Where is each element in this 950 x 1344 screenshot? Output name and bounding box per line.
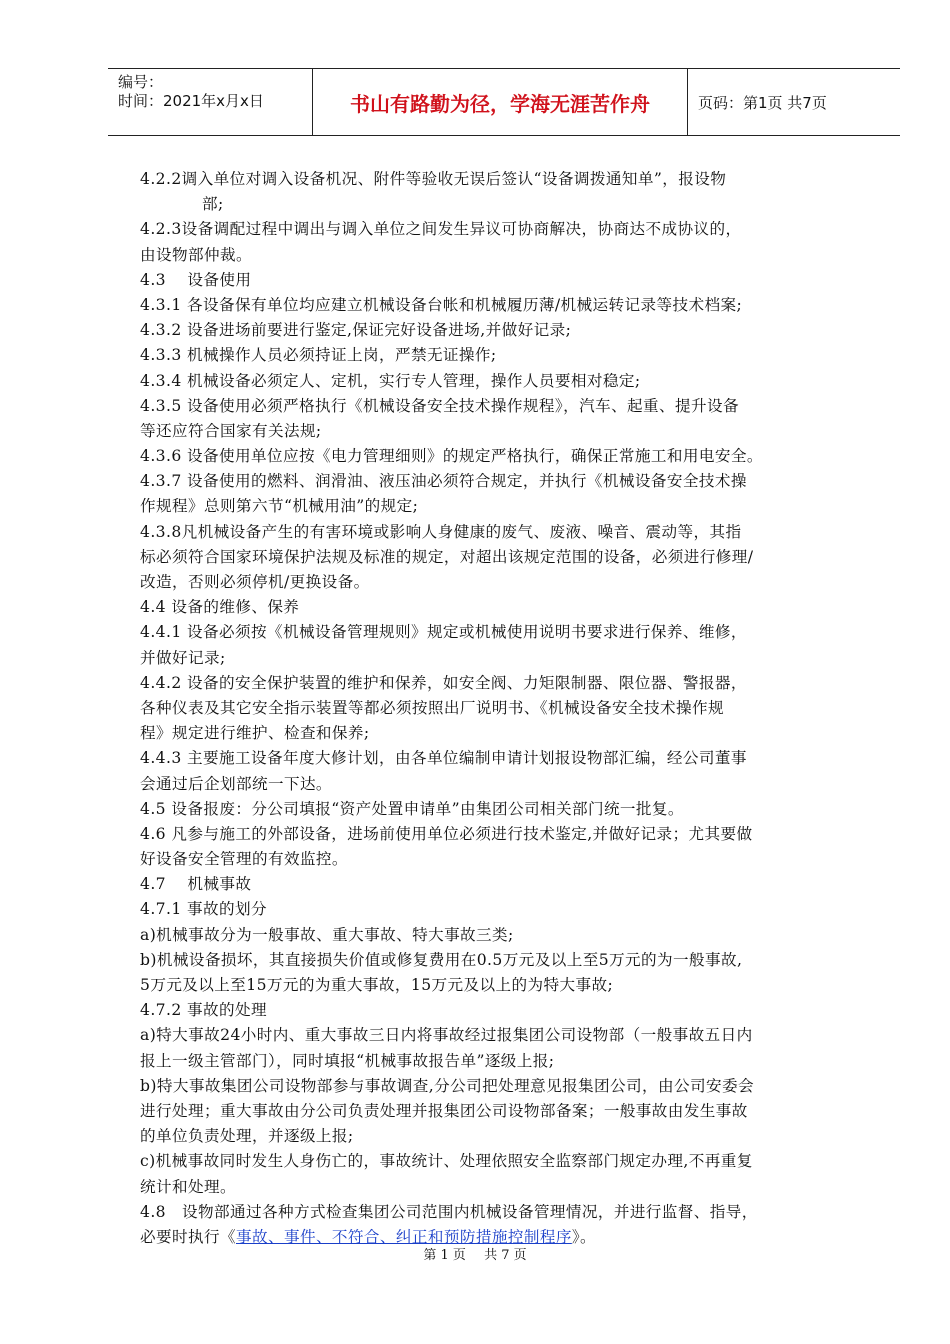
- text-line: 4.7.2 事故的处理: [140, 1001, 268, 1020]
- text-line: 统计和处理。: [140, 1177, 236, 1196]
- text-line: 等还应符合国家有关法规;: [140, 421, 322, 440]
- header-page-number: 页码：第1页 共7页: [698, 93, 827, 112]
- text-line: c)机械事故同时发生人身伤亡的，事故统计、处理依照安全监察部门规定办理,不再重复: [140, 1152, 753, 1171]
- text-line: 4.3.2 设备进场前要进行鉴定,保证完好设备进场,并做好记录;: [140, 321, 572, 340]
- text-line: b)机械设备损坏，其直接损失价值或修复费用在0.5万元及以上至5万元的为一般事故,: [140, 950, 743, 969]
- last-line-prefix: 必要时执行《: [140, 1227, 236, 1246]
- text-line: 部;: [202, 195, 224, 214]
- text-line: 各种仪表及其它安全指示装置等都必须按照出厂说明书、《机械设备安全技术操作规: [140, 698, 724, 717]
- document-body: [140, 167, 884, 1250]
- text-line: 4.3.8凡机械设备产生的有害环境或影响人身健康的废气、废液、噪音、震动等，其指: [140, 522, 742, 541]
- section-heading: 4.3 设备使用: [140, 270, 252, 289]
- last-line-suffix: 》。: [571, 1227, 597, 1246]
- text-line: 4.8 设物部通过各种方式检查集团公司范围内机械设备管理情况，并进行监督、指导，: [140, 1202, 758, 1221]
- text-line: 并做好记录;: [140, 648, 226, 667]
- footer-total: 共 7 页: [484, 1248, 527, 1263]
- doc-time-label: 时间：2021年x月x日: [118, 92, 264, 110]
- text-line: 标必须符合国家环境保护法规及标准的规定，对超出该规定范围的设备，必须进行修理/: [140, 547, 754, 566]
- page-footer: [0, 1244, 950, 1263]
- header-meta: [108, 69, 313, 135]
- text-line: a)机械事故分为一般事故、重大事故、特大事故三类;: [140, 925, 514, 944]
- text-line: 4.2.2调入单位对调入设备机况、附件等验收无误后签认“设备调拨通知单”，报设物: [140, 170, 727, 188]
- section-heading: 4.4 设备的维修、保养: [140, 598, 300, 617]
- text-line: 的单位负责处理，并逐级上报;: [140, 1127, 354, 1146]
- text-line: 4.3.6 设备使用单位应按《电力管理细则》的规定严格执行，确保正常施工和用电安全。: [140, 447, 763, 466]
- text-line: 4.3.5 设备使用必须严格执行《机械设备安全技术操作规程》，汽车、起重、提升设备: [140, 396, 740, 415]
- text-line: 由设物部仲裁。: [140, 245, 252, 264]
- text-line: 4.6 凡参与施工的外部设备，进场前使用单位必须进行技术鉴定,并做好记录；尤其要做: [140, 824, 753, 843]
- text-line: b)特大事故集团公司设物部参与事故调查,分公司把处理意见报集团公司，由公司安委会: [140, 1076, 754, 1095]
- page-header: [108, 68, 900, 136]
- header-motto: 书山有路勤为径，学海无涯苦作舟: [313, 69, 688, 135]
- text-line: 4.3.7 设备使用的燃料、润滑油、液压油必须符合规定，并执行《机械设备安全技术操: [140, 472, 747, 491]
- text-line: 4.3.3 机械操作人员必须持证上岗，严禁无证操作;: [140, 346, 497, 365]
- text-line: 4.5 设备报废：分公司填报“资产处置申请单”由集团公司相关部门统一批复。: [140, 799, 684, 818]
- text-line: 作规程》总则第六节“机械用油”的规定;: [140, 497, 419, 516]
- text-line: a)特大事故24小时内、重大事故三日内将事故经过报集团公司设物部（一般事故五日内: [140, 1026, 753, 1045]
- text-line: 4.7.1 事故的划分: [140, 900, 268, 919]
- footer-page: 第 1 页: [423, 1248, 466, 1263]
- text-line: 4.3.4 机械设备必须定人、定机，实行专人管理，操作人员要相对稳定;: [140, 371, 641, 390]
- text-line: 好设备安全管理的有效监控。: [140, 850, 348, 869]
- text-line: 4.4.3 主要施工设备年度大修计划，由各单位编制申请计划报设物部汇编，经公司董事: [140, 749, 747, 768]
- text-line: 会通过后企划部统一下达。: [140, 774, 332, 793]
- procedure-link[interactable]: 事故、事件、不符合、纠正和预防措施控制程序: [235, 1227, 572, 1246]
- text-line: 4.4.1 设备必须按《机械设备管理规则》规定或机械使用说明书要求进行保养、维修，: [140, 623, 747, 642]
- text-line: 程》规定进行维护、检查和保养;: [140, 724, 370, 743]
- text-line: 5万元及以上至15万元的为重大事故，15万元及以上的为特大事故;: [140, 976, 614, 994]
- text-line: 进行处理；重大事故由分公司负责处理并报集团公司设物部备案；一般事故由发生事故: [140, 1101, 748, 1120]
- text-line: 4.2.3设备调配过程中调出与调入单位之间发生异议可协商解决，协商达不成协议的，: [140, 220, 742, 239]
- section-heading: 4.7 机械事故: [140, 875, 252, 894]
- text-line: 报上一级主管部门），同时填报“机械事故报告单”逐级上报;: [140, 1051, 555, 1070]
- text-line: 改造，否则必须停机/更换设备。: [140, 573, 370, 591]
- doc-code-label: 编号：: [118, 73, 164, 91]
- text-line: 4.3.1 各设备保有单位均应建立机械设备台帐和机械履历薄/机械运转记录等技术档案;: [140, 295, 743, 314]
- text-line: 4.4.2 设备的安全保护装置的维护和保养，如安全阀、力矩限制器、限位器、警报器，: [140, 673, 747, 692]
